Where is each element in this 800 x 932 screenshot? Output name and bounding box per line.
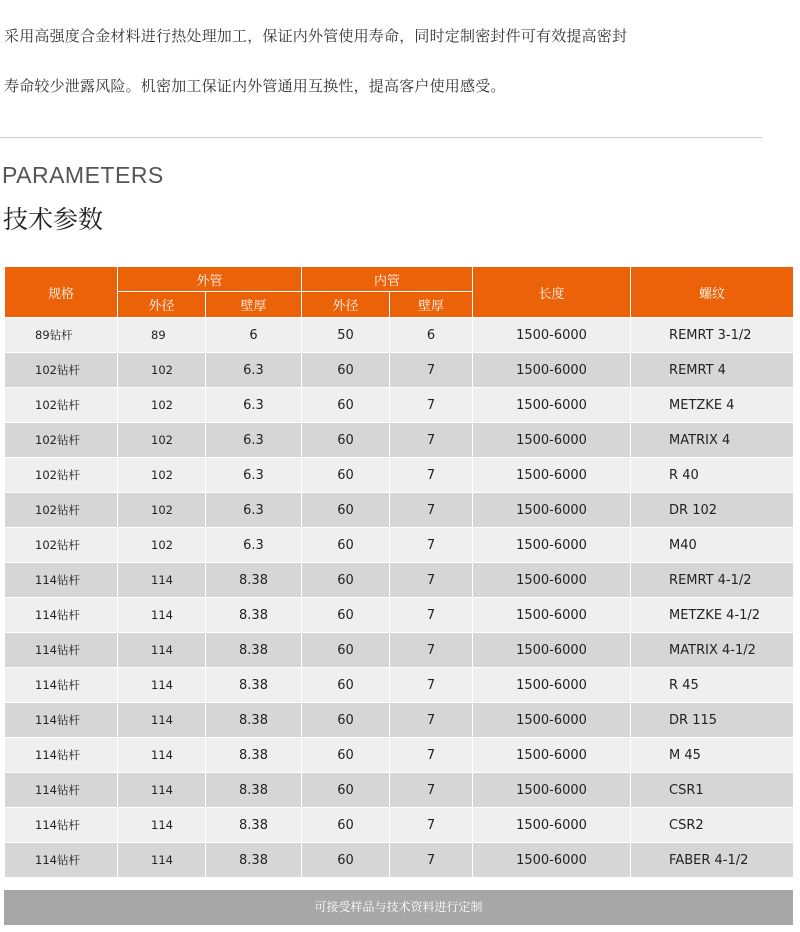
header-spec: 规格 [5, 267, 118, 318]
cell-outer-od: 102 [118, 493, 206, 528]
cell-thread: M40 [631, 528, 794, 563]
cell-inner-od: 60 [302, 773, 390, 808]
cell-length: 1500-6000 [473, 458, 631, 493]
intro-line-2: 寿命较少泄露风险。机密加工保证内外管通用互换性，提高客户使用感受。 [4, 77, 506, 95]
cell-inner-wall: 7 [390, 388, 473, 423]
cell-inner-od: 60 [302, 668, 390, 703]
table-row [5, 563, 794, 598]
table-header [5, 267, 794, 318]
cell-thread: MATRIX 4-1/2 [631, 633, 794, 668]
cell-length: 1500-6000 [473, 738, 631, 773]
cell-length: 1500-6000 [473, 843, 631, 878]
cell-length: 1500-6000 [473, 668, 631, 703]
cell-thread: METZKE 4 [631, 388, 794, 423]
cell-outer-od: 114 [118, 843, 206, 878]
cell-length: 1500-6000 [473, 808, 631, 843]
cell-outer-od: 114 [118, 563, 206, 598]
cell-inner-wall: 7 [390, 703, 473, 738]
cell-outer-wall: 6 [206, 318, 302, 353]
cell-thread: CSR1 [631, 773, 794, 808]
cell-thread: DR 102 [631, 493, 794, 528]
cell-outer-wall: 8.38 [206, 598, 302, 633]
table-row [5, 528, 794, 563]
cell-inner-wall: 7 [390, 493, 473, 528]
header-length: 长度 [473, 267, 631, 318]
cell-spec: 114钻杆 [5, 843, 118, 878]
cell-inner-wall: 7 [390, 563, 473, 598]
cell-outer-wall: 8.38 [206, 703, 302, 738]
cell-outer-od: 114 [118, 738, 206, 773]
section-title-en: PARAMETERS [2, 162, 164, 188]
cell-thread: R 40 [631, 458, 794, 493]
cell-spec: 102钻杆 [5, 528, 118, 563]
cell-inner-od: 60 [302, 808, 390, 843]
cell-inner-od: 60 [302, 703, 390, 738]
cell-inner-od: 60 [302, 493, 390, 528]
cell-outer-wall: 6.3 [206, 353, 302, 388]
cell-length: 1500-6000 [473, 633, 631, 668]
header-inner-wall: 壁厚 [390, 292, 473, 318]
cell-length: 1500-6000 [473, 563, 631, 598]
cell-spec: 114钻杆 [5, 563, 118, 598]
cell-outer-wall: 6.3 [206, 388, 302, 423]
cell-outer-od: 114 [118, 598, 206, 633]
cell-length: 1500-6000 [473, 528, 631, 563]
cell-inner-od: 60 [302, 563, 390, 598]
table-row [5, 598, 794, 633]
cell-spec: 102钻杆 [5, 388, 118, 423]
table-row [5, 633, 794, 668]
section-title-cn: 技术参数 [3, 205, 104, 234]
cell-inner-wall: 7 [390, 458, 473, 493]
intro-line-1: 采用高强度合金材料进行热处理加工，保证内外管使用寿命，同时定制密封件可有效提高密封 [4, 27, 628, 45]
cell-outer-wall: 6.3 [206, 493, 302, 528]
cell-inner-wall: 7 [390, 423, 473, 458]
cell-inner-wall: 7 [390, 773, 473, 808]
cell-outer-od: 114 [118, 703, 206, 738]
cell-outer-wall: 8.38 [206, 668, 302, 703]
table-row [5, 808, 794, 843]
cell-outer-wall: 8.38 [206, 843, 302, 878]
cell-inner-wall: 7 [390, 353, 473, 388]
cell-thread: CSR2 [631, 808, 794, 843]
cell-spec: 114钻杆 [5, 808, 118, 843]
cell-thread: METZKE 4-1/2 [631, 598, 794, 633]
cell-thread: M 45 [631, 738, 794, 773]
cell-inner-wall: 6 [390, 318, 473, 353]
cell-length: 1500-6000 [473, 703, 631, 738]
cell-inner-od: 60 [302, 388, 390, 423]
cell-thread: REMRT 3-1/2 [631, 318, 794, 353]
table-row [5, 318, 794, 353]
cell-inner-wall: 7 [390, 668, 473, 703]
cell-outer-od: 89 [118, 318, 206, 353]
cell-spec: 114钻杆 [5, 598, 118, 633]
cell-thread: DR 115 [631, 703, 794, 738]
cell-inner-wall: 7 [390, 528, 473, 563]
cell-inner-od: 60 [302, 458, 390, 493]
cell-outer-od: 102 [118, 423, 206, 458]
cell-inner-od: 60 [302, 353, 390, 388]
header-inner-od: 外径 [302, 292, 390, 318]
intro-text [4, 26, 794, 96]
cell-spec: 102钻杆 [5, 493, 118, 528]
cell-spec: 89钻杆 [5, 318, 118, 353]
cell-outer-od: 114 [118, 633, 206, 668]
cell-outer-wall: 8.38 [206, 563, 302, 598]
custom-note-bar: 可接受样品与技术资料进行定制 [4, 890, 793, 925]
table-row [5, 388, 794, 423]
cell-outer-wall: 8.38 [206, 738, 302, 773]
cell-length: 1500-6000 [473, 353, 631, 388]
cell-spec: 102钻杆 [5, 353, 118, 388]
cell-length: 1500-6000 [473, 598, 631, 633]
cell-outer-wall: 6.3 [206, 423, 302, 458]
cell-thread: FABER 4-1/2 [631, 843, 794, 878]
cell-outer-od: 114 [118, 668, 206, 703]
cell-inner-od: 60 [302, 528, 390, 563]
divider [0, 137, 762, 138]
table-row [5, 703, 794, 738]
cell-thread: MATRIX 4 [631, 423, 794, 458]
cell-spec: 114钻杆 [5, 703, 118, 738]
cell-spec: 114钻杆 [5, 633, 118, 668]
header-inner-pipe: 内管 [302, 267, 473, 292]
cell-outer-od: 102 [118, 528, 206, 563]
table-row [5, 353, 794, 388]
cell-spec: 114钻杆 [5, 738, 118, 773]
cell-outer-od: 102 [118, 458, 206, 493]
cell-outer-od: 114 [118, 808, 206, 843]
cell-inner-wall: 7 [390, 598, 473, 633]
table-row [5, 423, 794, 458]
cell-outer-wall: 8.38 [206, 773, 302, 808]
cell-outer-od: 102 [118, 353, 206, 388]
cell-spec: 102钻杆 [5, 423, 118, 458]
parameters-table [4, 266, 793, 878]
cell-outer-wall: 6.3 [206, 528, 302, 563]
cell-spec: 114钻杆 [5, 773, 118, 808]
cell-inner-od: 60 [302, 423, 390, 458]
cell-inner-od: 60 [302, 843, 390, 878]
cell-inner-wall: 7 [390, 738, 473, 773]
cell-spec: 102钻杆 [5, 458, 118, 493]
cell-outer-wall: 6.3 [206, 458, 302, 493]
cell-inner-od: 60 [302, 598, 390, 633]
cell-spec: 114钻杆 [5, 668, 118, 703]
cell-length: 1500-6000 [473, 493, 631, 528]
header-outer-wall: 壁厚 [206, 292, 302, 318]
cell-outer-od: 102 [118, 388, 206, 423]
cell-outer-wall: 8.38 [206, 633, 302, 668]
table-row [5, 668, 794, 703]
table-row [5, 738, 794, 773]
cell-length: 1500-6000 [473, 318, 631, 353]
table-row [5, 493, 794, 528]
header-outer-pipe: 外管 [118, 267, 302, 292]
cell-outer-od: 114 [118, 773, 206, 808]
cell-inner-od: 60 [302, 633, 390, 668]
cell-thread: REMRT 4 [631, 353, 794, 388]
table-row [5, 773, 794, 808]
table-row [5, 458, 794, 493]
table-body [5, 318, 794, 878]
cell-thread: REMRT 4-1/2 [631, 563, 794, 598]
cell-inner-wall: 7 [390, 633, 473, 668]
cell-length: 1500-6000 [473, 773, 631, 808]
cell-inner-wall: 7 [390, 808, 473, 843]
cell-inner-od: 50 [302, 318, 390, 353]
table-row [5, 843, 794, 878]
cell-length: 1500-6000 [473, 423, 631, 458]
header-outer-od: 外径 [118, 292, 206, 318]
cell-outer-wall: 8.38 [206, 808, 302, 843]
cell-thread: R 45 [631, 668, 794, 703]
cell-inner-wall: 7 [390, 843, 473, 878]
cell-length: 1500-6000 [473, 388, 631, 423]
cell-inner-od: 60 [302, 738, 390, 773]
header-thread: 螺纹 [631, 267, 794, 318]
